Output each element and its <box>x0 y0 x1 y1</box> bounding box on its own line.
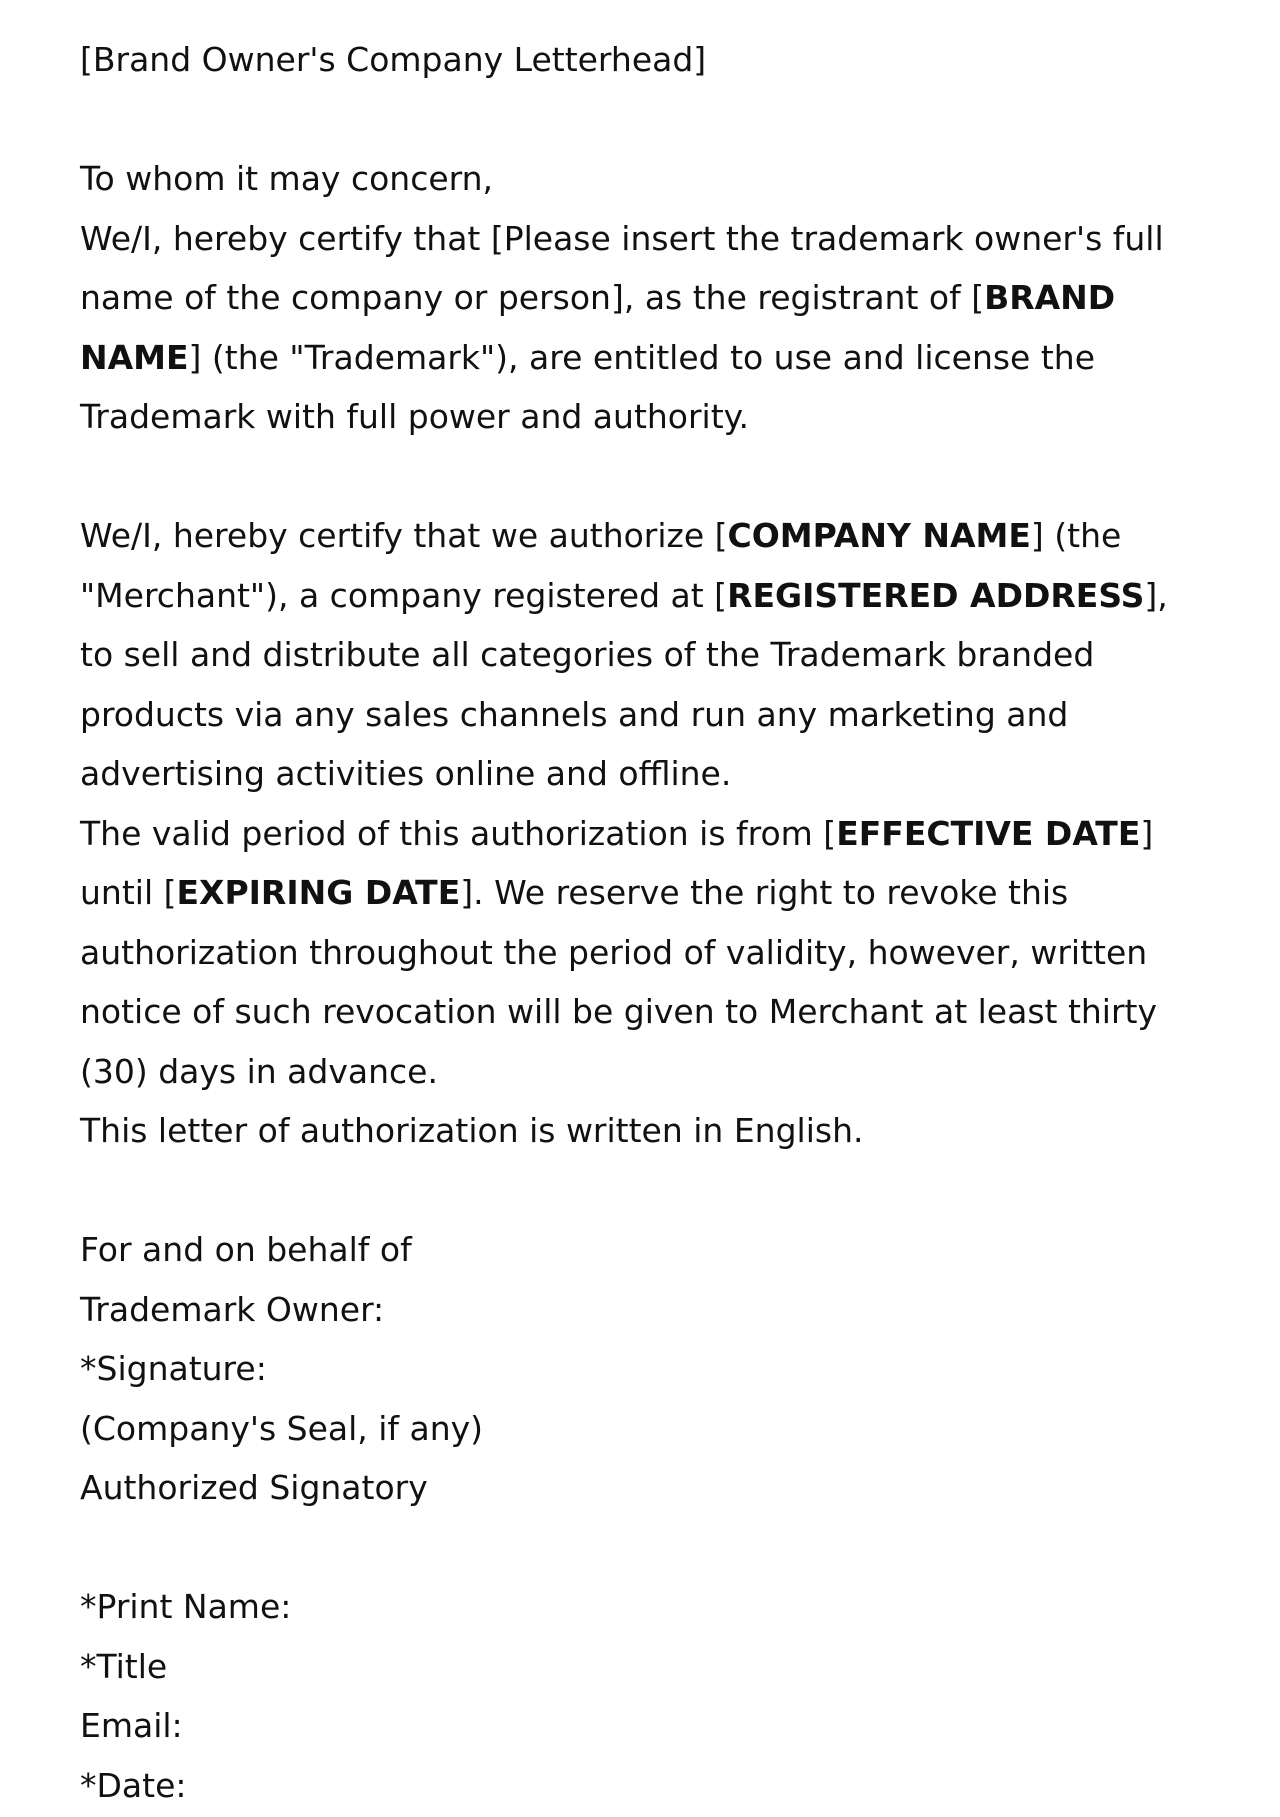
greeting: To whom it may concern, <box>80 159 494 198</box>
company-seal-label: (Company's Seal, if any) <box>80 1408 484 1448</box>
spacer <box>80 447 1210 507</box>
text-segment: name of the company or person], as the registrant of [ <box>80 278 985 317</box>
paragraph-line: (30) days in advance. <box>80 1051 438 1091</box>
paragraph-line <box>80 328 1210 388</box>
paragraph-line <box>80 506 1210 566</box>
paragraph-line: advertising activities online and offline. <box>80 754 732 793</box>
text-segment: ]. We reserve the right to revoke this <box>460 873 1069 912</box>
registered-address-placeholder: REGISTERED ADDRESS <box>727 575 1145 615</box>
text-segment: ], <box>1144 575 1168 615</box>
validity-paragraph <box>80 804 1210 1102</box>
paragraph-line: notice of such revocation will be given to Merchant at least thirty <box>80 992 1157 1031</box>
letterhead-placeholder: [Brand Owner's Company Letterhead] <box>80 40 707 79</box>
paragraph-line: We/I, hereby certify that [Please insert the trademark owner's full <box>80 218 1164 258</box>
print-name-label: *Print Name: <box>80 1587 292 1626</box>
text-segment: We/I, hereby certify that we authorize [ <box>80 516 728 555</box>
title-label: *Title <box>80 1646 168 1686</box>
language-note: This letter of authorization is written in English. <box>80 1111 864 1150</box>
paragraph-line: products via any sales channels and run any marketing and <box>80 694 1069 734</box>
brand-name-placeholder: BRAND <box>984 278 1116 317</box>
authorized-signatory-label: Authorized Signatory <box>80 1468 428 1507</box>
date-label: *Date: <box>80 1765 187 1805</box>
certification-paragraph <box>80 209 1210 447</box>
paragraph-line <box>80 268 1210 328</box>
paragraph-line: to sell and distribute all categories of the Trademark branded <box>80 635 1095 674</box>
paragraph-line <box>80 804 1210 864</box>
brand-name-placeholder-cont: NAME <box>80 337 189 377</box>
signature-field-label: *Signature: <box>80 1349 267 1388</box>
text-segment: ] (the "Trademark"), are entitled to use and license the <box>188 337 1095 377</box>
company-name-placeholder: COMPANY NAME <box>727 516 1031 555</box>
paragraph-line: Trademark with full power and authority. <box>80 397 749 436</box>
text-segment: until [ <box>80 873 177 912</box>
signature-block <box>80 1220 1210 1518</box>
expiring-date-placeholder: EXPIRING DATE <box>176 873 461 912</box>
signatory-details <box>80 1577 1210 1815</box>
text-segment: "Merchant"), a company registered at [ <box>80 575 728 615</box>
paragraph-line <box>80 566 1210 626</box>
text-segment: ] <box>1140 813 1154 853</box>
spacer <box>80 1518 1210 1578</box>
on-behalf-label: For and on behalf of <box>80 1230 412 1269</box>
text-segment: The valid period of this authorization is from [ <box>80 813 837 853</box>
spacer <box>80 90 1210 150</box>
text-segment: ] (the <box>1030 516 1122 555</box>
spacer <box>80 1161 1210 1221</box>
authorization-paragraph <box>80 506 1210 804</box>
email-label: Email: <box>80 1706 183 1745</box>
effective-date-placeholder: EFFECTIVE DATE <box>836 813 1141 853</box>
paragraph-line: authorization throughout the period of validity, however, written <box>80 932 1148 972</box>
trademark-owner-label: Trademark Owner: <box>80 1289 385 1329</box>
paragraph-line <box>80 863 1210 923</box>
